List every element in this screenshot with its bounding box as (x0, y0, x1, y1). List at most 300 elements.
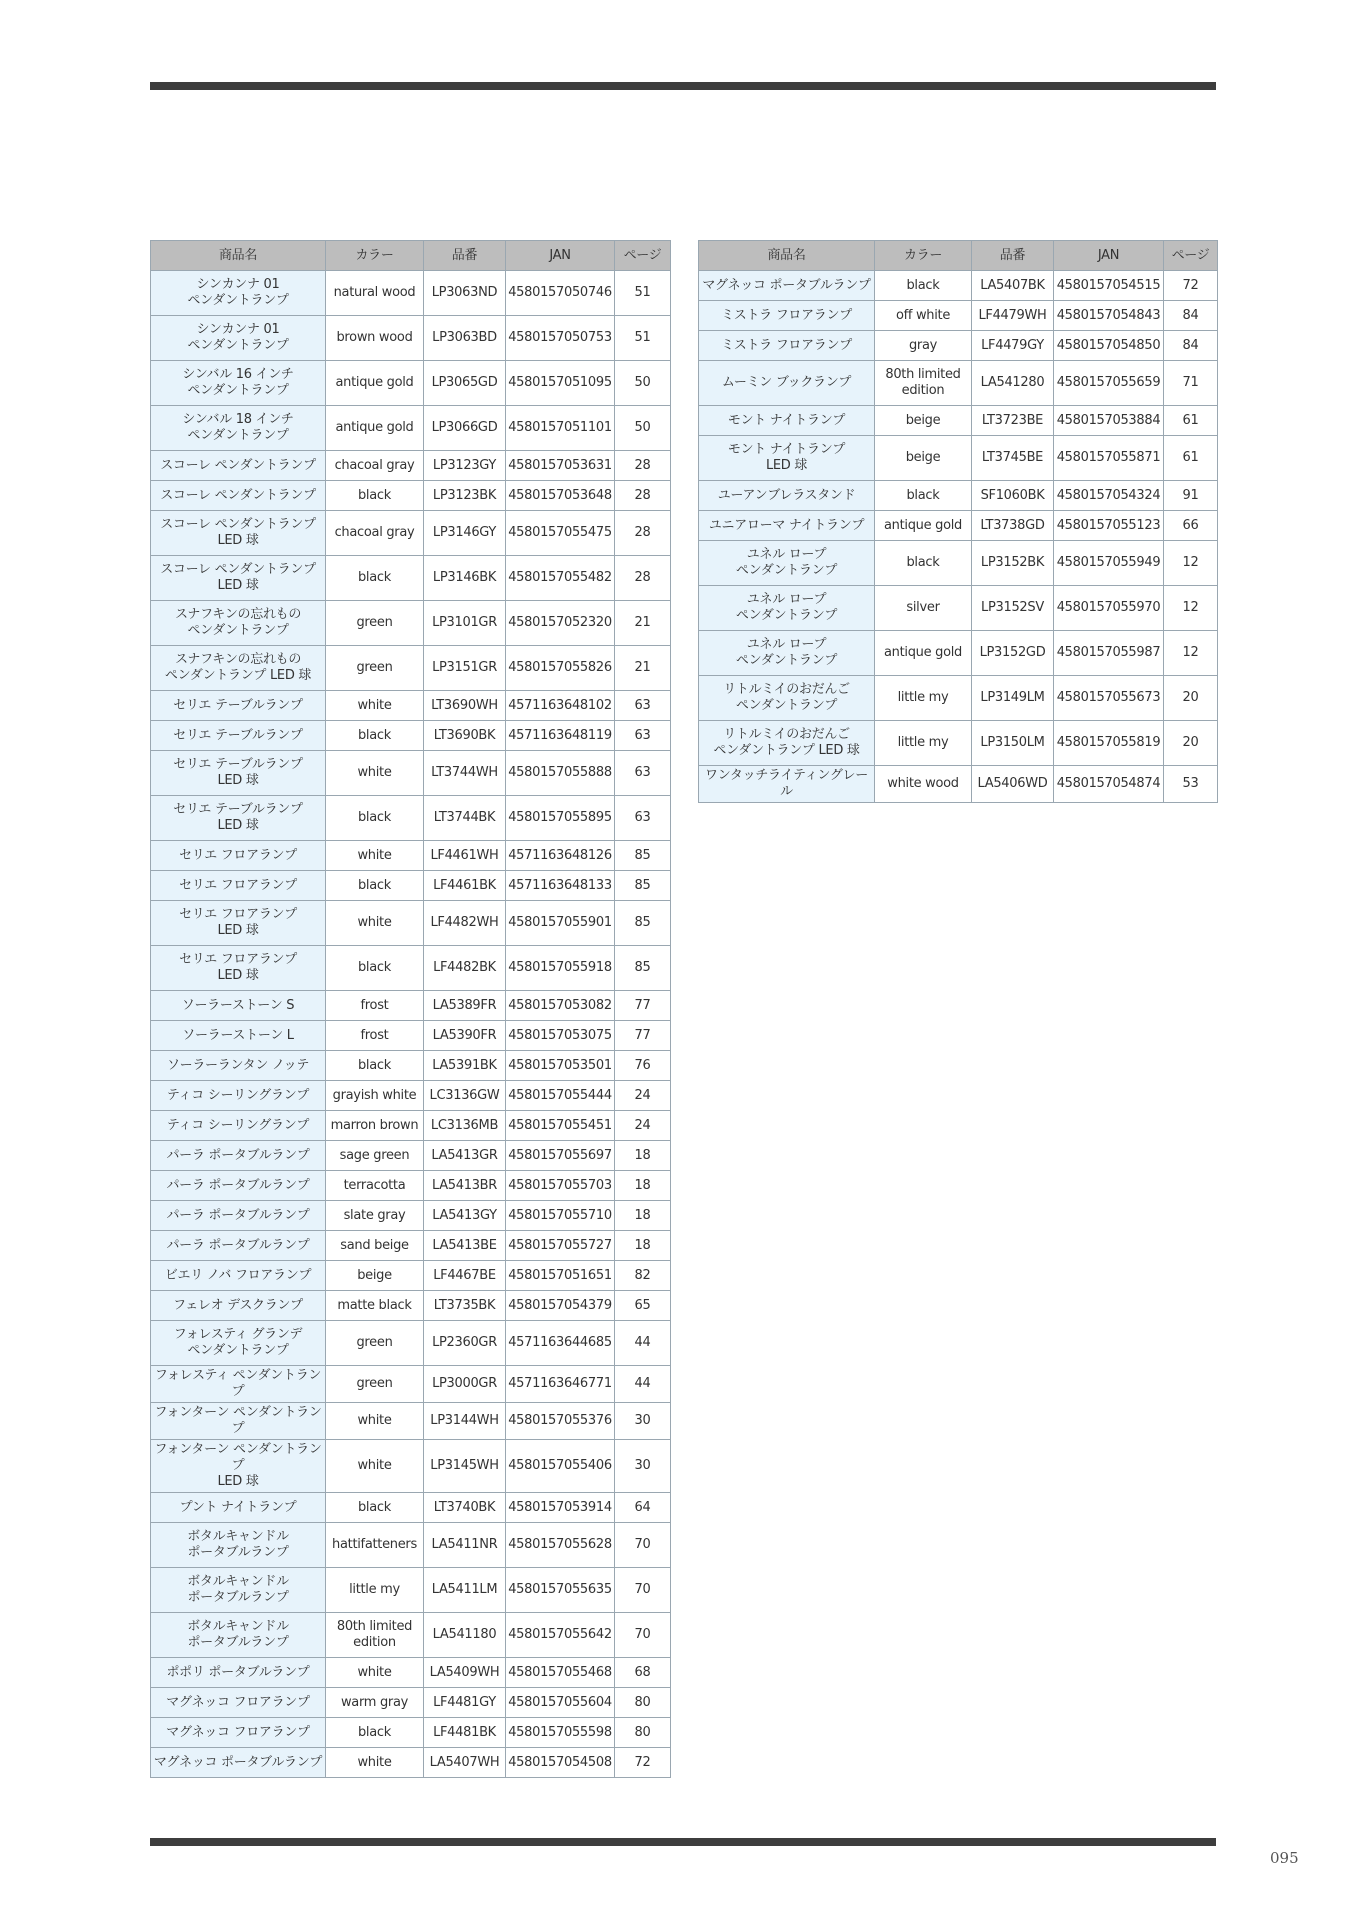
product-name-cell: パーラ ポータブルランプ (151, 1171, 326, 1201)
top-rule (150, 82, 1216, 90)
table-row (151, 901, 671, 946)
product-name-cell: モント ナイトランプ LED 球 (699, 436, 875, 481)
color-cell: black (875, 541, 972, 586)
color-cell: off white (875, 301, 972, 331)
item-code-cell: LA5406WD (972, 766, 1054, 803)
table-row (151, 1403, 671, 1440)
color-cell: natural wood (326, 271, 424, 316)
item-code-cell: LP3065GD (424, 361, 506, 406)
product-name-cell: ボタルキャンドル ポータブルランプ (151, 1523, 326, 1568)
item-code-cell: LA5407BK (972, 271, 1054, 301)
jan-code-cell: 4580157055673 (1054, 676, 1164, 721)
item-code-cell: LA5390FR (424, 1021, 506, 1051)
product-name-cell: セリエ フロアランプ LED 球 (151, 946, 326, 991)
table-row (151, 1568, 671, 1613)
color-cell: 80th limited edition (326, 1613, 424, 1658)
product-name-cell: ソーラーストーン S (151, 991, 326, 1021)
table-row (151, 991, 671, 1021)
page-ref-cell: 24 (615, 1111, 671, 1141)
jan-code-cell: 4580157054324 (1054, 481, 1164, 511)
product-name-cell: フォレスティ グランデ ペンダントランプ (151, 1321, 326, 1366)
table-row (699, 511, 1218, 541)
header-page: ページ (615, 241, 671, 271)
page-ref-cell: 21 (615, 646, 671, 691)
color-cell: marron brown (326, 1111, 424, 1141)
product-name-cell: フォレスティ ペンダントランプ (151, 1366, 326, 1403)
color-cell: antique gold (875, 631, 972, 676)
product-name-cell: ティコ シーリングランプ (151, 1081, 326, 1111)
jan-code-cell: 4580157055451 (506, 1111, 615, 1141)
product-name-cell: スコーレ ペンダントランプ (151, 451, 326, 481)
item-code-cell: LA5413BE (424, 1231, 506, 1261)
jan-code-cell: 4580157051651 (506, 1261, 615, 1291)
jan-code-cell: 4580157055475 (506, 511, 615, 556)
jan-code-cell: 4580157055482 (506, 556, 615, 601)
jan-code-cell: 4580157055895 (506, 796, 615, 841)
product-name-cell: ユネル ロープ ペンダントランプ (699, 631, 875, 676)
jan-code-cell: 4580157051095 (506, 361, 615, 406)
jan-code-cell: 4580157055888 (506, 751, 615, 796)
item-code-cell: LP3152SV (972, 586, 1054, 631)
table-row (151, 871, 671, 901)
table-row (699, 406, 1218, 436)
color-cell: gray (875, 331, 972, 361)
page-ref-cell: 18 (615, 1201, 671, 1231)
item-code-cell: LT3690WH (424, 691, 506, 721)
item-code-cell: LA5413BR (424, 1171, 506, 1201)
page-ref-cell: 28 (615, 451, 671, 481)
product-name-cell: マグネッコ ポータブルランプ (699, 271, 875, 301)
table-row (151, 751, 671, 796)
product-table-left (150, 240, 671, 1778)
color-cell: black (326, 721, 424, 751)
jan-code-cell: 4571163648119 (506, 721, 615, 751)
page-ref-cell: 61 (1164, 406, 1218, 436)
product-name-cell: マグネッコ ポータブルランプ (151, 1748, 326, 1778)
item-code-cell: LA541280 (972, 361, 1054, 406)
color-cell: brown wood (326, 316, 424, 361)
jan-code-cell: 4580157055468 (506, 1658, 615, 1688)
item-code-cell: LA5413GR (424, 1141, 506, 1171)
table-row (151, 316, 671, 361)
item-code-cell: LP3123GY (424, 451, 506, 481)
table-row (699, 541, 1218, 586)
item-code-cell: LT3740BK (424, 1493, 506, 1523)
product-name-cell: セリエ テーブルランプ LED 球 (151, 796, 326, 841)
product-name-cell: リトルミイのおだんご ペンダントランプ (699, 676, 875, 721)
jan-code-cell: 4580157050746 (506, 271, 615, 316)
table-row (151, 841, 671, 871)
page-ref-cell: 21 (615, 601, 671, 646)
table-row (151, 1261, 671, 1291)
page-ref-cell: 85 (615, 946, 671, 991)
jan-code-cell: 4580157055628 (506, 1523, 615, 1568)
page-ref-cell: 70 (615, 1613, 671, 1658)
page-ref-cell: 63 (615, 751, 671, 796)
table-row (151, 271, 671, 316)
table-row (151, 361, 671, 406)
jan-code-cell: 4580157055635 (506, 1568, 615, 1613)
jan-code-cell: 4580157055901 (506, 901, 615, 946)
header-product-name: 商品名 (151, 241, 326, 271)
product-name-cell: リトルミイのおだんご ペンダントランプ LED 球 (699, 721, 875, 766)
item-code-cell: LT3723BE (972, 406, 1054, 436)
jan-code-cell: 4580157054515 (1054, 271, 1164, 301)
jan-code-cell: 4580157055598 (506, 1718, 615, 1748)
jan-code-cell: 4580157053914 (506, 1493, 615, 1523)
table-row (699, 766, 1218, 803)
product-name-cell: ボタルキャンドル ポータブルランプ (151, 1568, 326, 1613)
page-ref-cell: 30 (615, 1403, 671, 1440)
table-row (151, 1051, 671, 1081)
item-code-cell: LA5413GY (424, 1201, 506, 1231)
item-code-cell: LP3152BK (972, 541, 1054, 586)
item-code-cell: LA5407WH (424, 1748, 506, 1778)
item-code-cell: LA5409WH (424, 1658, 506, 1688)
jan-code-cell: 4580157055949 (1054, 541, 1164, 586)
page-ref-cell: 85 (615, 841, 671, 871)
jan-code-cell: 4580157053648 (506, 481, 615, 511)
item-code-cell: LP3123BK (424, 481, 506, 511)
page-ref-cell: 84 (1164, 331, 1218, 361)
jan-code-cell: 4580157055659 (1054, 361, 1164, 406)
color-cell: little my (875, 676, 972, 721)
product-name-cell: スコーレ ペンダントランプ LED 球 (151, 556, 326, 601)
product-name-cell: ワンタッチライティングレール (699, 766, 875, 803)
table-row (699, 586, 1218, 631)
item-code-cell: LF4461BK (424, 871, 506, 901)
table-body (699, 271, 1218, 803)
color-cell: little my (875, 721, 972, 766)
item-code-cell: LP3149LM (972, 676, 1054, 721)
page-ref-cell: 70 (615, 1568, 671, 1613)
table-row (151, 1493, 671, 1523)
header-product-name: 商品名 (699, 241, 875, 271)
item-code-cell: LT3744WH (424, 751, 506, 796)
page-ref-cell: 30 (615, 1440, 671, 1493)
color-cell: black (326, 556, 424, 601)
item-code-cell: LT3745BE (972, 436, 1054, 481)
header-color: カラー (875, 241, 972, 271)
jan-code-cell: 4580157055826 (506, 646, 615, 691)
color-cell: black (326, 1493, 424, 1523)
page-ref-cell: 44 (615, 1321, 671, 1366)
table-row (699, 301, 1218, 331)
product-name-cell: セリエ フロアランプ LED 球 (151, 901, 326, 946)
color-cell: white (326, 1748, 424, 1778)
product-name-cell: ユニアローマ ナイトランプ (699, 511, 875, 541)
jan-code-cell: 4580157055697 (506, 1141, 615, 1171)
page-ref-cell: 66 (1164, 511, 1218, 541)
item-code-cell: LF4481BK (424, 1718, 506, 1748)
page-ref-cell: 80 (615, 1688, 671, 1718)
page-ref-cell: 84 (1164, 301, 1218, 331)
page-ref-cell: 72 (615, 1748, 671, 1778)
color-cell: antique gold (875, 511, 972, 541)
jan-code-cell: 4580157055819 (1054, 721, 1164, 766)
table-row (151, 1688, 671, 1718)
product-name-cell: ビエリ ノバ フロアランプ (151, 1261, 326, 1291)
item-code-cell: LF4461WH (424, 841, 506, 871)
product-name-cell: セリエ フロアランプ (151, 871, 326, 901)
product-name-cell: スコーレ ペンダントランプ LED 球 (151, 511, 326, 556)
product-name-cell: スコーレ ペンダントランプ (151, 481, 326, 511)
product-name-cell: ミストラ フロアランプ (699, 301, 875, 331)
jan-code-cell: 4571163644685 (506, 1321, 615, 1366)
page-ref-cell: 70 (615, 1523, 671, 1568)
item-code-cell: LF4482WH (424, 901, 506, 946)
page-ref-cell: 76 (615, 1051, 671, 1081)
table-row (151, 1111, 671, 1141)
item-code-cell: LA541180 (424, 1613, 506, 1658)
item-code-cell: LP2360GR (424, 1321, 506, 1366)
page-ref-cell: 20 (1164, 721, 1218, 766)
table-row (151, 1366, 671, 1403)
header-item-code: 品番 (424, 241, 506, 271)
color-cell: beige (326, 1261, 424, 1291)
item-code-cell: LF4481GY (424, 1688, 506, 1718)
jan-code-cell: 4580157054874 (1054, 766, 1164, 803)
item-code-cell: LP3150LM (972, 721, 1054, 766)
product-name-cell: シンバル 18 インチ ペンダントランプ (151, 406, 326, 451)
color-cell: little my (326, 1568, 424, 1613)
color-cell: grayish white (326, 1081, 424, 1111)
item-code-cell: LC3136MB (424, 1111, 506, 1141)
jan-code-cell: 4571163648126 (506, 841, 615, 871)
table-row (151, 1201, 671, 1231)
jan-code-cell: 4571163648102 (506, 691, 615, 721)
item-code-cell: LP3066GD (424, 406, 506, 451)
page-ref-cell: 65 (615, 1291, 671, 1321)
page-ref-cell: 82 (615, 1261, 671, 1291)
page-ref-cell: 91 (1164, 481, 1218, 511)
color-cell: black (875, 481, 972, 511)
table-row (151, 601, 671, 646)
table-row (151, 1141, 671, 1171)
table-row (699, 721, 1218, 766)
product-name-cell: パーラ ポータブルランプ (151, 1231, 326, 1261)
page-ref-cell: 28 (615, 556, 671, 601)
product-name-cell: モント ナイトランプ (699, 406, 875, 436)
page-ref-cell: 44 (615, 1366, 671, 1403)
table-row (151, 451, 671, 481)
table-row (151, 1718, 671, 1748)
table-row (151, 1081, 671, 1111)
jan-code-cell: 4580157055123 (1054, 511, 1164, 541)
table-row (151, 481, 671, 511)
page-ref-cell: 80 (615, 1718, 671, 1748)
item-code-cell: LP3063ND (424, 271, 506, 316)
color-cell: beige (875, 406, 972, 436)
color-cell: white (326, 1658, 424, 1688)
page-ref-cell: 12 (1164, 541, 1218, 586)
product-name-cell: フェレオ デスクランプ (151, 1291, 326, 1321)
color-cell: antique gold (326, 406, 424, 451)
table-row (699, 676, 1218, 721)
page-ref-cell: 20 (1164, 676, 1218, 721)
jan-code-cell: 4580157055604 (506, 1688, 615, 1718)
item-code-cell: LP3152GD (972, 631, 1054, 676)
page-ref-cell: 24 (615, 1081, 671, 1111)
table-row (151, 406, 671, 451)
table-row (699, 436, 1218, 481)
product-name-cell: フォンターン ペンダントランプ LED 球 (151, 1440, 326, 1493)
jan-code-cell: 4580157055970 (1054, 586, 1164, 631)
page-ref-cell: 71 (1164, 361, 1218, 406)
item-code-cell: LT3690BK (424, 721, 506, 751)
color-cell: green (326, 646, 424, 691)
table-row (699, 331, 1218, 361)
product-name-cell: プント ナイトランプ (151, 1493, 326, 1523)
color-cell: sand beige (326, 1231, 424, 1261)
color-cell: sage green (326, 1141, 424, 1171)
table-row (151, 1231, 671, 1261)
jan-code-cell: 4580157055710 (506, 1201, 615, 1231)
color-cell: 80th limited edition (875, 361, 972, 406)
product-name-cell: シンカンナ 01 ペンダントランプ (151, 316, 326, 361)
product-table-right (698, 240, 1218, 803)
color-cell: white (326, 901, 424, 946)
product-name-cell: スナフキンの忘れもの ペンダントランプ LED 球 (151, 646, 326, 691)
item-code-cell: LA5391BK (424, 1051, 506, 1081)
item-code-cell: LF4467BE (424, 1261, 506, 1291)
color-cell: hattifatteners (326, 1523, 424, 1568)
jan-code-cell: 4580157055703 (506, 1171, 615, 1201)
table-row (151, 1523, 671, 1568)
table-row (699, 481, 1218, 511)
color-cell: green (326, 601, 424, 646)
item-code-cell: LP3146BK (424, 556, 506, 601)
color-cell: warm gray (326, 1688, 424, 1718)
item-code-cell: LP3101GR (424, 601, 506, 646)
color-cell: white (326, 841, 424, 871)
page-number: 095 (1270, 1849, 1299, 1867)
item-code-cell: LT3744BK (424, 796, 506, 841)
color-cell: black (326, 871, 424, 901)
table-row (151, 1658, 671, 1688)
product-name-cell: シンカンナ 01 ペンダントランプ (151, 271, 326, 316)
header-item-code: 品番 (972, 241, 1054, 271)
color-cell: black (326, 796, 424, 841)
color-cell: slate gray (326, 1201, 424, 1231)
jan-code-cell: 4571163646771 (506, 1366, 615, 1403)
page-ref-cell: 61 (1164, 436, 1218, 481)
table-row (151, 646, 671, 691)
product-name-cell: ユネル ロープ ペンダントランプ (699, 541, 875, 586)
table-header (699, 241, 1218, 271)
jan-code-cell: 4580157055918 (506, 946, 615, 991)
page-ref-cell: 28 (615, 481, 671, 511)
jan-code-cell: 4580157053082 (506, 991, 615, 1021)
product-name-cell: ティコ シーリングランプ (151, 1111, 326, 1141)
color-cell: black (875, 271, 972, 301)
product-name-cell: マグネッコ フロアランプ (151, 1718, 326, 1748)
color-cell: chacoal gray (326, 451, 424, 481)
color-cell: black (326, 1718, 424, 1748)
product-name-cell: ユネル ロープ ペンダントランプ (699, 586, 875, 631)
color-cell: black (326, 1051, 424, 1081)
color-cell: white wood (875, 766, 972, 803)
table-header (151, 241, 671, 271)
page-ref-cell: 64 (615, 1493, 671, 1523)
color-cell: white (326, 691, 424, 721)
item-code-cell: LC3136GW (424, 1081, 506, 1111)
item-code-cell: LP3144WH (424, 1403, 506, 1440)
header-color: カラー (326, 241, 424, 271)
page-ref-cell: 72 (1164, 271, 1218, 301)
item-code-cell: LP3151GR (424, 646, 506, 691)
color-cell: black (326, 481, 424, 511)
jan-code-cell: 4580157053501 (506, 1051, 615, 1081)
product-name-cell: セリエ フロアランプ (151, 841, 326, 871)
jan-code-cell: 4580157054843 (1054, 301, 1164, 331)
page-ref-cell: 53 (1164, 766, 1218, 803)
page-ref-cell: 51 (615, 316, 671, 361)
table-row (151, 1613, 671, 1658)
table-row (151, 1171, 671, 1201)
color-cell: frost (326, 1021, 424, 1051)
color-cell: silver (875, 586, 972, 631)
jan-code-cell: 4580157055987 (1054, 631, 1164, 676)
table-row (151, 1291, 671, 1321)
product-name-cell: ソーラーストーン L (151, 1021, 326, 1051)
product-name-cell: ユーアンブレラスタンド (699, 481, 875, 511)
table-row (151, 1321, 671, 1366)
jan-code-cell: 4571163648133 (506, 871, 615, 901)
page-ref-cell: 12 (1164, 631, 1218, 676)
color-cell: white (326, 1440, 424, 1493)
item-code-cell: LP3063BD (424, 316, 506, 361)
page-ref-cell: 77 (615, 991, 671, 1021)
item-code-cell: SF1060BK (972, 481, 1054, 511)
table-body (151, 271, 671, 1778)
item-code-cell: LP3145WH (424, 1440, 506, 1493)
item-code-cell: LA5411LM (424, 1568, 506, 1613)
product-name-cell: ボタルキャンドル ポータブルランプ (151, 1613, 326, 1658)
page-ref-cell: 85 (615, 871, 671, 901)
product-name-cell: ソーラーランタン ノッテ (151, 1051, 326, 1081)
table-row (151, 511, 671, 556)
color-cell: green (326, 1366, 424, 1403)
item-code-cell: LF4482BK (424, 946, 506, 991)
product-name-cell: フォンターン ペンダントランプ (151, 1403, 326, 1440)
jan-code-cell: 4580157054508 (506, 1748, 615, 1778)
jan-code-cell: 4580157053075 (506, 1021, 615, 1051)
product-name-cell: セリエ テーブルランプ (151, 691, 326, 721)
color-cell: frost (326, 991, 424, 1021)
jan-code-cell: 4580157055727 (506, 1231, 615, 1261)
product-name-cell: ポポリ ポータブルランプ (151, 1658, 326, 1688)
table-row (151, 1021, 671, 1051)
table-row (151, 1440, 671, 1493)
product-name-cell: スナフキンの忘れもの ペンダントランプ (151, 601, 326, 646)
table-row (151, 556, 671, 601)
header-jan: JAN (506, 241, 615, 271)
color-cell: terracotta (326, 1171, 424, 1201)
color-cell: white (326, 751, 424, 796)
page-ref-cell: 85 (615, 901, 671, 946)
page-ref-cell: 18 (615, 1171, 671, 1201)
page-ref-cell: 50 (615, 406, 671, 451)
jan-code-cell: 4580157055376 (506, 1403, 615, 1440)
jan-code-cell: 4580157055642 (506, 1613, 615, 1658)
jan-code-cell: 4580157050753 (506, 316, 615, 361)
table-row (151, 721, 671, 751)
color-cell: antique gold (326, 361, 424, 406)
product-name-cell: ミストラ フロアランプ (699, 331, 875, 361)
table-row (699, 631, 1218, 676)
item-code-cell: LP3000GR (424, 1366, 506, 1403)
